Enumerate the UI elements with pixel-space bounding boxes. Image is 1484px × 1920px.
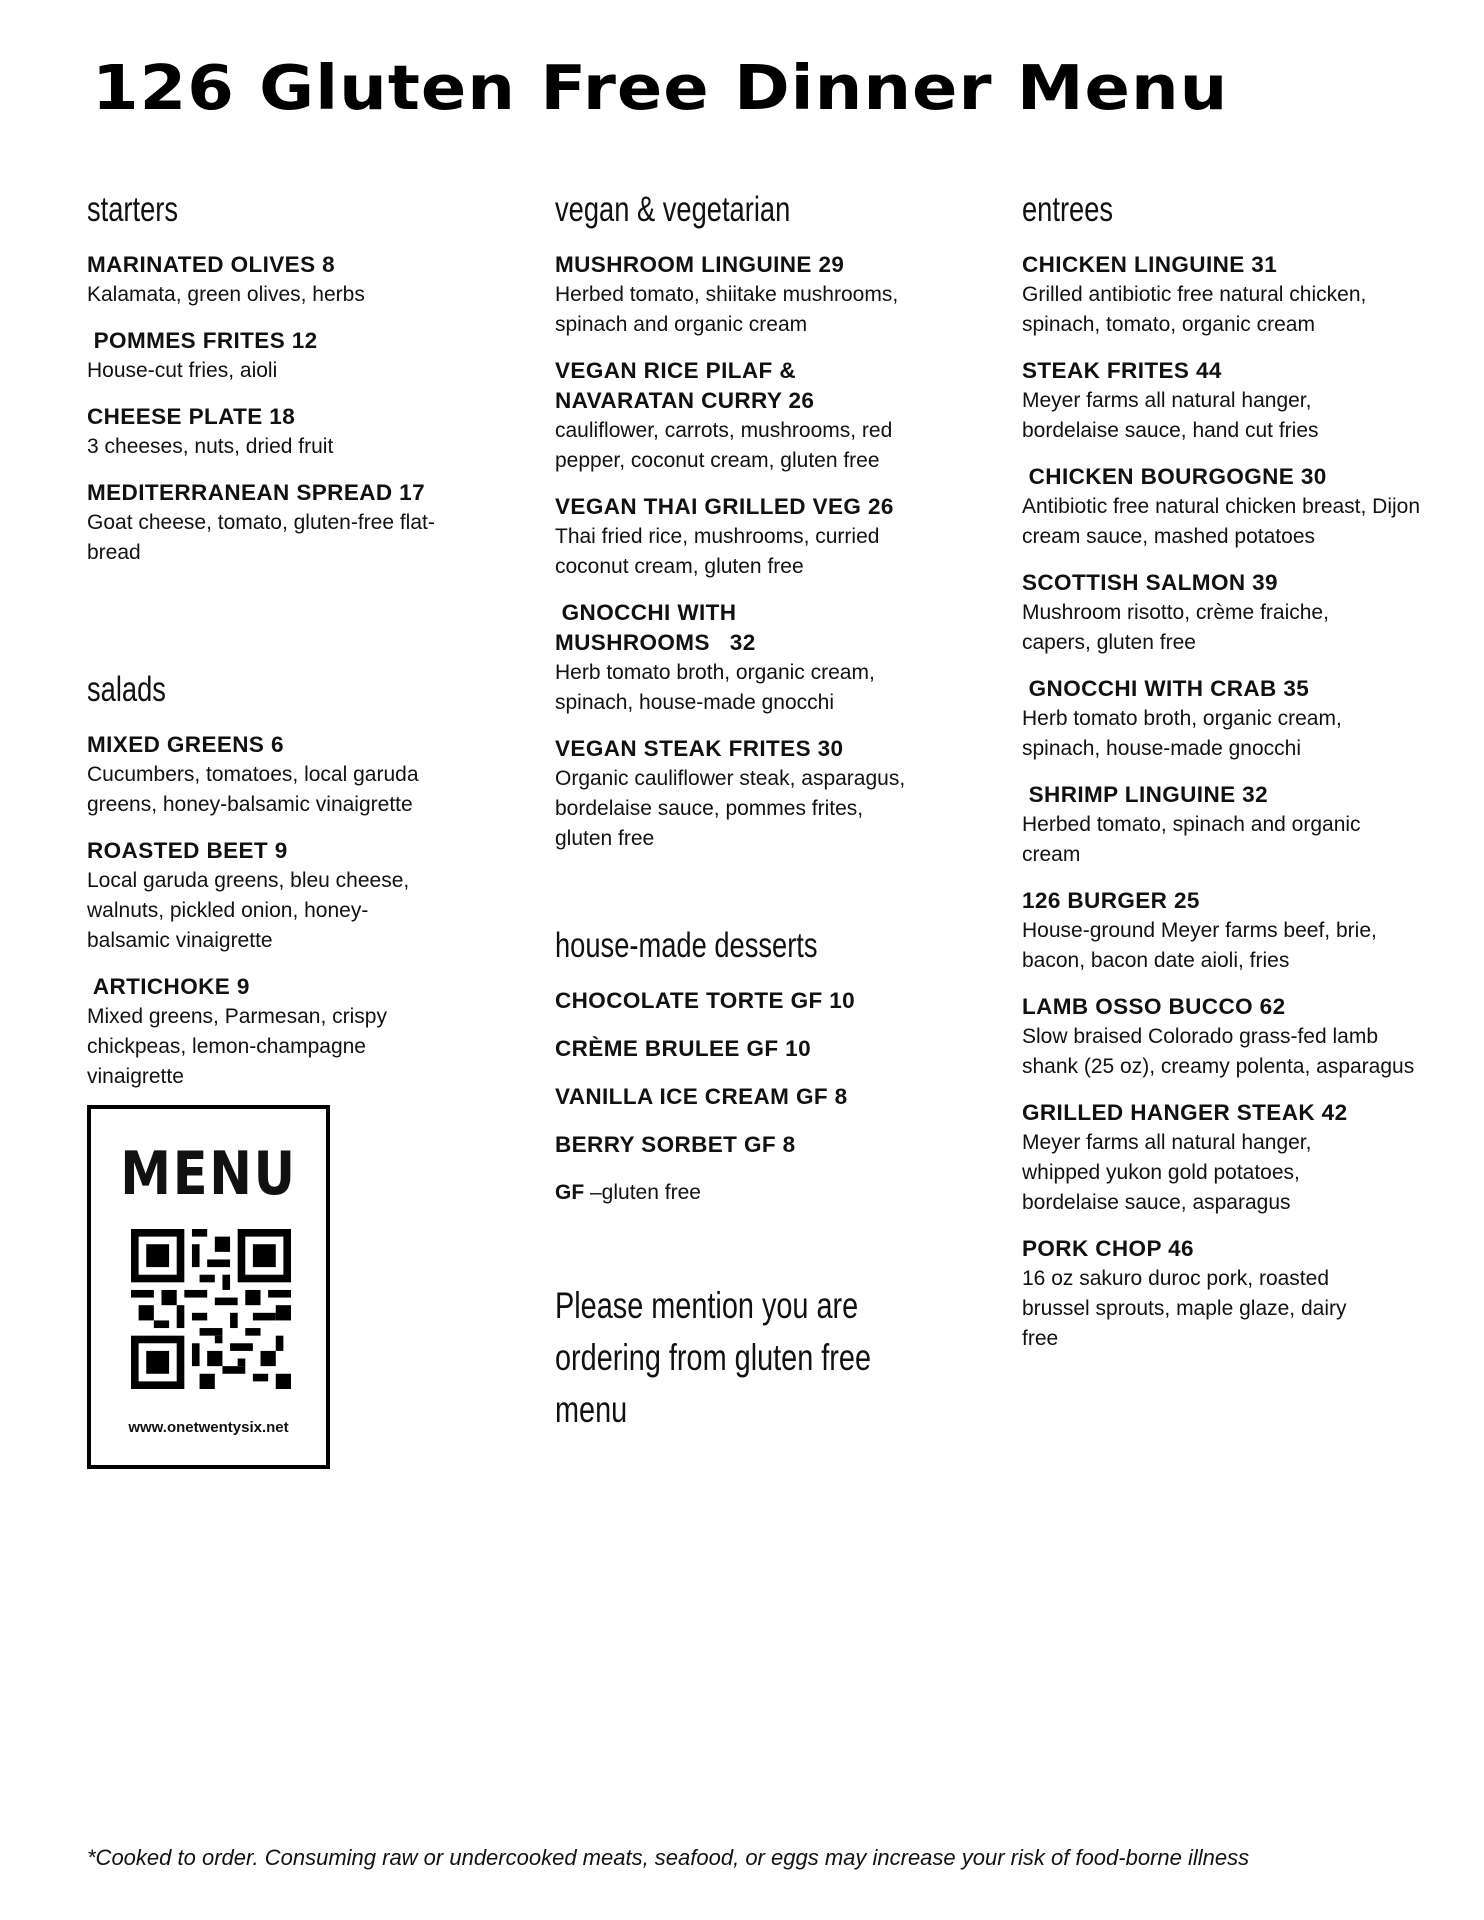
qr-menu-card[interactable]	[87, 1105, 330, 1469]
menu-item	[87, 836, 487, 956]
menu-item	[1022, 780, 1432, 870]
menu-item-description: Thai fried rice, mushrooms, curried coconut cream, gluten free	[555, 525, 880, 578]
section-heading-desserts: house-made desserts	[555, 926, 818, 965]
menu-item-name: VEGAN STEAK FRITES 30	[555, 736, 844, 761]
menu-item	[1022, 462, 1432, 552]
menu-item	[87, 478, 487, 568]
menu-item-description: Herbed tomato, shiitake mushrooms, spinach and organic cream	[555, 283, 899, 336]
menu-item-description: 3 cheeses, nuts, dried fruit	[87, 435, 334, 458]
menu-item	[87, 972, 487, 1092]
menu-item	[87, 402, 487, 462]
page-title: 126 Gluten Free Dinner Menu	[92, 52, 1229, 124]
menu-item	[87, 326, 487, 386]
website-url[interactable]: www.onetwentysix.net	[128, 1419, 289, 1436]
menu-item-description: Cucumbers, tomatoes, local garuda greens, honey-balsamic vinaigrette	[87, 763, 419, 816]
menu-item-name: SHRIMP LINGUINE 32	[1022, 782, 1268, 807]
menu-item-name: MEDITERRANEAN SPREAD 17	[87, 480, 425, 505]
menu-item-description: Mixed greens, Parmesan, crispy chickpeas, lemon-champagne vinaigrette	[87, 1005, 387, 1088]
menu-item-name: ARTICHOKE 9	[87, 974, 250, 999]
menu-item-description: Antibiotic free natural chicken breast, Dijon cream sauce, mashed potatoes	[1022, 495, 1421, 548]
menu-item-description: cauliflower, carrots, mushrooms, red pepper, coconut cream, gluten free	[555, 419, 893, 472]
menu-item	[1022, 1098, 1432, 1218]
menu-item-description: Herb tomato broth, organic cream, spinach, house-made gnocchi	[1022, 707, 1342, 760]
menu-item-name: CHEESE PLATE 18	[87, 404, 296, 429]
menu-item	[555, 356, 955, 476]
menu-item-description: Mushroom risotto, crème fraiche, capers, gluten free	[1022, 601, 1329, 654]
section-heading-salads: salads	[87, 670, 166, 709]
menu-item	[1022, 992, 1432, 1082]
column-starters-salads	[87, 190, 487, 1108]
menu-item-name: CHICKEN LINGUINE 31	[1022, 252, 1278, 277]
menu-item	[555, 734, 955, 854]
menu-item-name: MUSHROOM LINGUINE 29	[555, 252, 845, 277]
menu-item-name: 126 BURGER 25	[1022, 888, 1200, 913]
menu-item-name: GNOCCHI WITH CRAB 35	[1022, 676, 1310, 701]
menu-item-name: MARINATED OLIVES 8	[87, 252, 336, 277]
menu-item-name: SCOTTISH SALMON 39	[1022, 570, 1278, 595]
menu-item	[1022, 1234, 1432, 1354]
section-heading-entrees: entrees	[1022, 190, 1114, 229]
menu-item	[1022, 886, 1432, 976]
menu-item	[1022, 250, 1432, 340]
menu-item-name: STEAK FRITES 44	[1022, 358, 1222, 383]
menu-item-description: Herb tomato broth, organic cream, spinach, house-made gnocchi	[555, 661, 875, 714]
menu-item-description: Goat cheese, tomato, gluten-free flat-bread	[87, 511, 435, 564]
dessert-item: CHOCOLATE TORTE GF 10	[555, 988, 856, 1013]
menu-item-name: VEGAN THAI GRILLED VEG 26	[555, 494, 894, 519]
menu-item	[555, 492, 955, 582]
menu-item	[555, 250, 955, 340]
gluten-free-notice: Please mention you are ordering from gluten free menu	[555, 1285, 872, 1430]
menu-item-description: Meyer farms all natural hanger, bordelaise sauce, hand cut fries	[1022, 389, 1319, 442]
menu-item-description: Grilled antibiotic free natural chicken, spinach, tomato, organic cream	[1022, 283, 1367, 336]
section-heading-starters: starters	[87, 190, 179, 229]
menu-item-name: MIXED GREENS 6	[87, 732, 284, 757]
menu-item-description: Herbed tomato, spinach and organic cream	[1022, 813, 1361, 866]
dessert-item: BERRY SORBET GF 8	[555, 1132, 796, 1157]
menu-item-description: House-cut fries, aioli	[87, 359, 278, 382]
menu-item-description: Slow braised Colorado grass-fed lamb shank (25 oz), creamy polenta, asparagus	[1022, 1025, 1415, 1078]
menu-item-name: LAMB OSSO BUCCO 62	[1022, 994, 1286, 1019]
menu-item-name: POMMES FRITES 12	[87, 328, 318, 353]
menu-item-description: Organic cauliflower steak, asparagus, bordelaise sauce, pommes frites, gluten free	[555, 767, 906, 850]
menu-item	[1022, 568, 1432, 658]
menu-item-description: Kalamata, green olives, herbs	[87, 283, 365, 306]
menu-item-name: ROASTED BEET 9	[87, 838, 288, 863]
menu-item-description: Meyer farms all natural hanger, whipped yukon gold potatoes, bordelaise sauce, asparagus	[1022, 1131, 1312, 1214]
menu-item	[87, 730, 487, 820]
qr-menu-label: MENU	[120, 1139, 297, 1209]
dessert-item: VANILLA ICE CREAM GF 8	[555, 1084, 848, 1109]
menu-item	[555, 598, 955, 718]
gf-abbr: GF	[555, 1181, 585, 1204]
dessert-item: CRÈME BRULEE GF 10	[555, 1036, 811, 1061]
menu-item	[87, 250, 487, 310]
menu-item-name: VEGAN RICE PILAF & NAVARATAN CURRY 26	[555, 358, 815, 413]
column-vegan-desserts	[555, 190, 955, 1436]
menu-item	[1022, 674, 1432, 764]
menu-item-description: House-ground Meyer farms beef, brie, bacon, bacon date aioli, fries	[1022, 919, 1377, 972]
food-safety-footnote: *Cooked to order. Consuming raw or undercooked meats, seafood, or eggs may increase your risk of food-borne illness	[87, 1845, 1250, 1870]
menu-item-name: PORK CHOP 46	[1022, 1236, 1194, 1261]
column-entrees	[1022, 190, 1432, 1370]
gf-legend	[555, 1178, 955, 1208]
qr-code-icon[interactable]	[131, 1229, 291, 1389]
menu-item-description: 16 oz sakuro duroc pork, roasted brussel sprouts, maple glaze, dairy free	[1022, 1267, 1347, 1350]
menu-item-description: Local garuda greens, bleu cheese, walnuts, pickled onion, honey-balsamic vinaigrette	[87, 869, 410, 952]
gf-meaning: –gluten free	[584, 1181, 701, 1204]
menu-item-name: CHICKEN BOURGOGNE 30	[1022, 464, 1327, 489]
menu-item-name: GRILLED HANGER STEAK 42	[1022, 1100, 1348, 1125]
section-heading-vegan: vegan & vegetarian	[555, 190, 791, 229]
menu-item-name: GNOCCHI WITH MUSHROOMS 32	[555, 600, 756, 655]
menu-item	[1022, 356, 1432, 446]
